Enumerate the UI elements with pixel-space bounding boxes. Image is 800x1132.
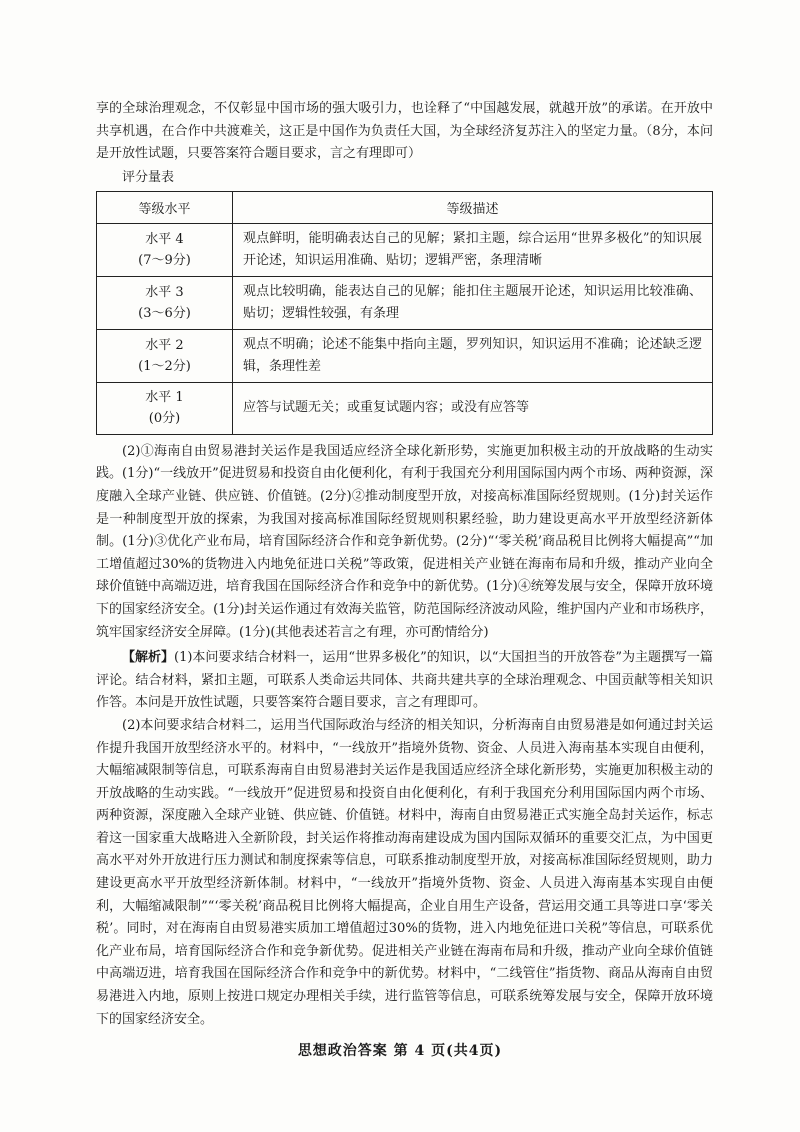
level-cell (97, 382, 233, 434)
page-footer: 思想政治答案 第 4 页(共4页) (297, 1043, 503, 1059)
answer-page (96, 98, 713, 1031)
analysis-label: 【解析】 (122, 650, 175, 666)
level-cell (97, 276, 233, 329)
table-row (97, 276, 713, 329)
level-cell (97, 223, 233, 276)
level-score: (1～2分) (138, 358, 191, 374)
table-title: 评分量表 (122, 169, 175, 185)
level-cell (97, 329, 233, 382)
description-cell: 应答与试题无关；或重复试题内容；或没有应答等 (233, 382, 713, 434)
analysis-1-text: (1)本问要求结合材料一，运用“世界多极化”的知识，以“大国担当的开放答卷”为主题撰写一篇评论。结合材料，紧扣主题，可联系人类命运共同体、共商共建共享的全球治理观念、中国贡献等相关知识作答。本问是开放性试题，只要答案符合题目要求，言之有理即可。 (96, 650, 714, 711)
intro-paragraph: 享的全球治理观念，不仅彰显中国市场的强大吸引力，也诠释了“中国越发展，就越开放”的承诺。在开放中共享机遇，在合作中共渡难关，这正是中国作为负责任大国，为全球经济复苏注入的坚定力量。（8分，本问是开放性试题，只要答案符合题目要求，言之有理即可） (96, 101, 713, 162)
scoring-table (96, 191, 713, 435)
level-name: 水平 2 (145, 337, 184, 353)
level-score: (0分) (148, 411, 181, 427)
header-description: 等级描述 (233, 191, 713, 223)
table-row (97, 382, 713, 434)
level-name: 水平 4 (145, 231, 184, 247)
level-score: (3～6分) (138, 305, 191, 321)
table-header-row (97, 191, 713, 223)
description-cell: 观点比较明确，能表达自己的见解；能扣住主题展开论述，知识运用比较准确、贴切；逻辑性较强，有条理 (233, 276, 713, 329)
description-cell: 观点鲜明，能明确表达自己的见解；紧扣主题，综合运用“世界多极化”的知识展开论述，知识运用准确、贴切；逻辑严密，条理清晰 (233, 223, 713, 276)
level-score: (7～9分) (138, 252, 191, 268)
analysis-part-1 (96, 647, 713, 715)
level-name: 水平 3 (145, 284, 184, 300)
analysis-part-2: (2)本问要求结合材料二，运用当代国际政治与经济的相关知识，分析海南自由贸易港是如何通过封关运作提升我国开放型经济水平的。材料中，“一线放开”指境外货物、资金、人员进入海南基本实现自由便利，大幅缩减限制等信息，可联系海南自由贸易港封关运作是我国适应经济全球化新形势，实施更加积极主动的开放战略的生动实践。“一线放开”促进贸易和投资自由化便利化，有利于我国充分利用国际国内两个市场、两种资源，深度融入全球产业链、供应链、价值链。材料中，海南自由贸易港正式实施全岛封关运作，标志着这一国家重大战略进入全新阶段，封关运作将推动海南建设成为国内国际双循环的重要交汇点，为中国更高水平对外开放进行压力测试和制度探索等信息，可联系推动制度型开放，对接高标准国际经贸规则，助力建设更高水平开放型经济新体制。材料中，“一线放开”指境外货物、资金、人员进入海南基本实现自由便利，大幅缩减限制”“‘零关税’商品税目比例将大幅提高，企业自用生产设备，营运用交通工具等进口享‘零关税’。同时，对在海南自由贸易港实质加工增值超过30%的货物，进入内地免征进口关税”等信息，可联系优化产业布局，培育国际经济合作和竞争新优势。促进相关产业链在海南布局和升级，推动产业向全球价值链中高端迈进，培育我国在国际经济合作和竞争中的新优势。材料中，“二线管住”指货物、商品从海南自由贸易港进入内地，原则上按进口规定办理相关手续，进行监管等信息，可联系统筹发展与安全，保障开放环境下的国家经济安全。 (96, 717, 713, 1027)
header-level: 等级水平 (97, 191, 233, 223)
table-row (97, 223, 713, 276)
description-cell: 观点不明确；论述不能集中指向主题，罗列知识，知识运用不准确；论述缺乏逻辑，条理性差 (233, 329, 713, 382)
answer-part-2: (2)①海南自由贸易港封关运作是我国适应经济全球化新形势，实施更加积极主动的开放战略的生动实践。(1分)“一线放开”促进贸易和投资自由化便利化，有利于我国充分利用国际国内两个市场、两种资源，深度融入全球产业链、供应链、价值链。(2分)②推动制度型开放，对接高标准国际经贸规则。(1分)封关运作是一种制度型开放的探索，为我国对接高标准国际经贸规则积累经验，助力建设更高水平开放型经济新体制。(1分)③优化产业布局，培育国际经济合作和竞争新优势。(2分)“‘零关税’商品税目比例将大幅提高”“加工增值超过30%的货物进入内地免征进口关税”等政策，促进相关产业链在海南布局和升级，推动产业向全球价值链中高端迈进，培育我国在国际经济合作和竞争中的新优势。(1分)④统筹发展与安全，保障开放环境下的国家经济安全。(1分)封关运作通过有效海关监管，防范国际经济波动风险，维护国内产业和市场秩序，筑牢国家经济安全屏障。(1分)(其他表述若言之有理，亦可酌情给分) (96, 443, 713, 640)
table-row (97, 329, 713, 382)
level-name: 水平 1 (145, 390, 184, 406)
